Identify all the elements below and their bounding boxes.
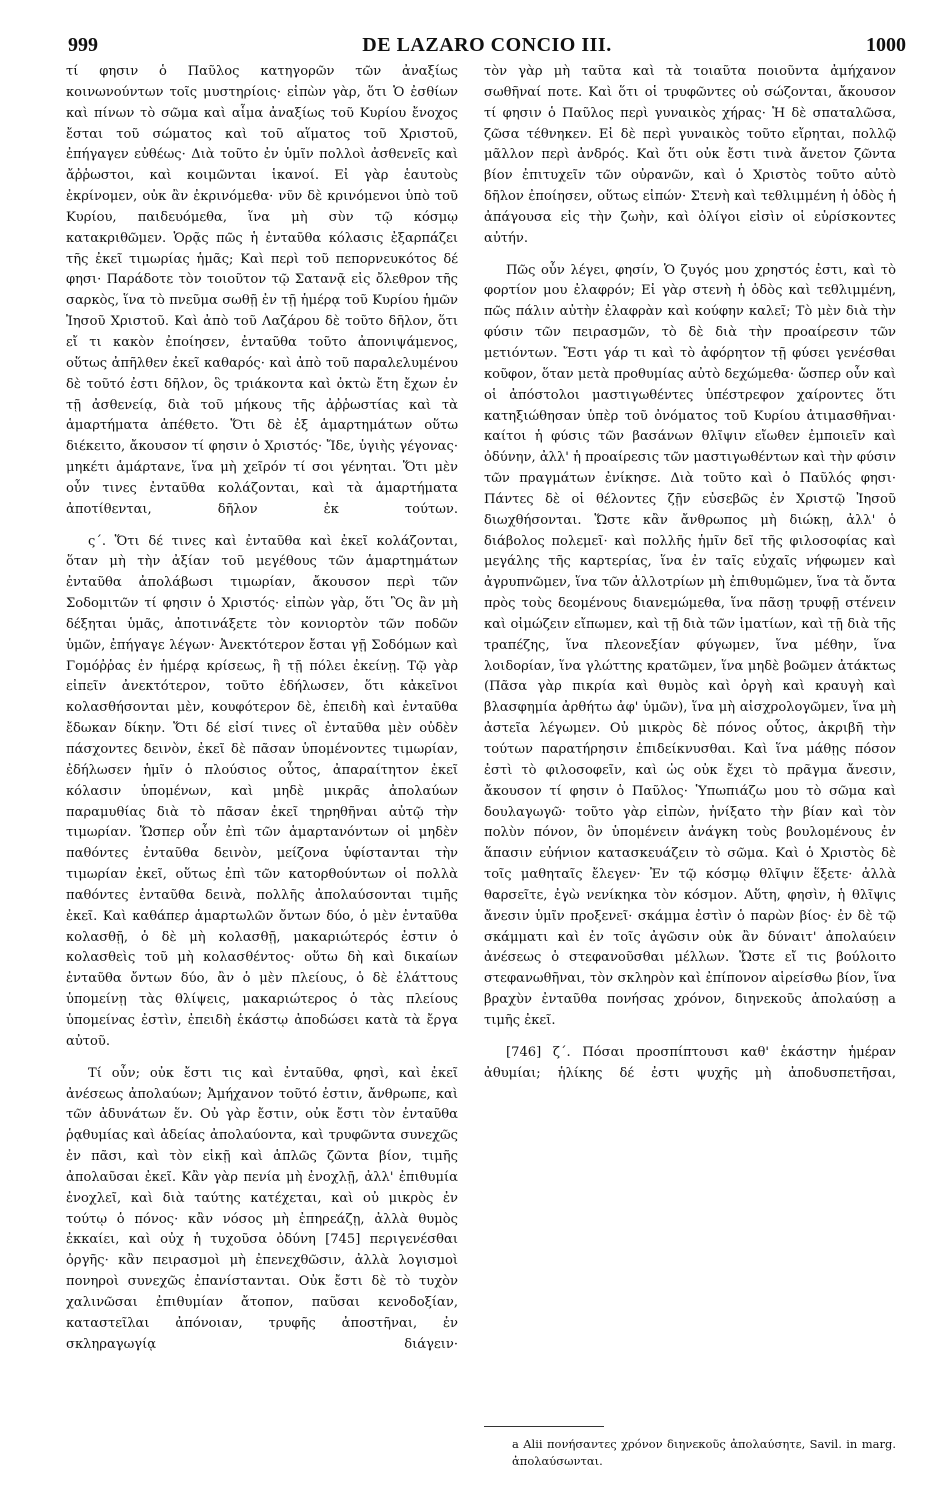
paragraph: τί φησιν ὁ Παῦλος κατηγορῶν τῶν ἀναξίως κοινωνούντων τοῖς μυστηρίοις· εἰπὼν γὰρ, ὅτι Ὁ ἐσθίων καὶ πίνων τὸ σῶμα καὶ αἷμα ἀναξίως τοῦ Κυρίου ἔνοχος ἔσται τοῦ σώματος καὶ τοῦ αἵματος τοῦ Χριστοῦ, ἐπήγαγεν εὐθέως· Διὰ τοῦτο ἐν ὑμῖν πολλοὶ ἀσθενεῖς καὶ ἄῤῥωστοι, καὶ κοιμῶνται ἱκανοί. Εἰ γὰρ ἑαυτοὺς ἐκρίνομεν, οὐκ ἂν ἐκρινόμεθα· νῦν δὲ κρινόμενοι ὑπὸ τοῦ Κυρίου, παιδευόμεθα, ἵνα μὴ σὺν τῷ κόσμῳ κατακριθῶμεν. Ὁρᾷς πῶς ἡ ἐνταῦθα κόλασις ἐξαρπάζει τῆς ἐκεῖ τιμωρίας ἡμᾶς; Καὶ περὶ τοῦ πεπορνευκότος δέ φησι· Παράδοτε τὸν τοιοῦτον τῷ Σατανᾷ εἰς ὄλεθρον τῆς σαρκὸς, ἵνα τὸ πνεῦμα σωθῇ ἐν τῇ ἡμέρᾳ τοῦ Κυρίου ἡμῶν Ἰησοῦ Χριστοῦ. Καὶ ἀπὸ τοῦ Λαζάρου δὲ τοῦτο δῆλον, ὅτι εἴ τι κακὸν ἐποίησεν, ἐνταῦθα τοῦτο ἀπονιψάμενος, οὕτως ἀπῆλθεν ἐκεῖ καθαρός· καὶ ἀπὸ τοῦ παραλελυμένου δὲ τοῦτό ἐστι δῆλον, ὃς τριάκοντα καὶ ὀκτὼ ἔτη ἔχων ἐν τῇ ἀσθενείᾳ, διὰ τοῦ μήκους τῆς ἀῤῥωστίας καὶ τὰ ἁμαρτήματα ἀπέθετο. Ὅτι δὲ ἐξ ἁμαρτημάτων οὕτω διέκειτο, ἄκουσον τί φησιν ὁ Χριστός· Ἴδε, ὑγιὴς γέγονας· μηκέτι ἁμάρτανε, ἵνα μὴ χεῖρόν τί σοι γένηται. Ὅτι μὲν οὖν τινες ἐνταῦθα κολάζονται, καὶ τὰ ἁμαρτήματα ἀποτίθενται, δῆλον ἐκ τούτων. — [66, 64, 458, 517]
paragraph: [746] ζ΄. Πόσαι προσπίπτουσι καθ' ἑκάστην ἡμέραν ἀθυμίαι; ἡλίκης δέ ἐστι ψυχῆς μὴ ἀποδυσπετῆσαι, — [484, 1044, 896, 1081]
page-header — [68, 34, 906, 58]
paragraph: ς΄. Ὅτι δέ τινες καὶ ἐνταῦθα καὶ ἐκεῖ κολάζονται, ὅταν μὴ τὴν ἀξίαν τοῦ μεγέθους τῶν ἁμαρτημάτων ἐνταῦθα ἀπολάβωσι τιμωρίαν, ἄκουσον περὶ τῶν Σοδομιτῶν τί φησιν ὁ Χριστός· εἰπὼν γὰρ, ὅτι Ὃς ἂν μὴ δέξηται ὑμᾶς, ἀποτινάξετε τὸν κονιορτὸν τῶν ποδῶν ὑμῶν, ἐπήγαγε λέγων· Ἀνεκτότερον ἔσται γῇ Σοδόμων καὶ Γομόῤῥας ἐν ἡμέρᾳ κρίσεως, ἢ τῇ πόλει ἐκείνῃ. Τῷ γὰρ εἰπεῖν ἀνεκτότερον, τοῦτο ἐδήλωσεν, ὅτι κἀκεῖνοι κολασθήσονται μὲν, κουφότερον δὲ, ἐπειδὴ καὶ ἐνταῦθα ἔδωκαν δίκην. Ὅτι δέ εἰσί τινες οἳ ἐνταῦθα μὲν οὐδὲν πάσχοντες δεινὸν, ἐκεῖ δὲ πᾶσαν ὑπομένοντες τιμωρίαν, ἐδήλωσεν ἡμῖν ὁ πλούσιος οὗτος, ἀπαραίτητον ἐκεῖ κόλασιν ὑπομένων, καὶ μηδὲ μικρᾶς ἀπολαύων παραμυθίας διὰ τὸ πᾶσαν ἐκεῖ τηρηθῆναι αὐτῷ τὴν τιμωρίαν. Ὥσπερ οὖν ἐπὶ τῶν ἁμαρτανόντων οἱ μηδὲν παθόντες ἐνταῦθα δεινὸν, μείζονα ὑφίστανται τὴν τιμωρίαν ἐκεῖ, οὕτως ἐπὶ τῶν κατορθούντων οἱ πολλὰ παθόντες ἐνταῦθα δεινὰ, πολλῆς ἀπολαύσονται τιμῆς ἐκεῖ. Καὶ καθάπερ ἁμαρτωλῶν ὄντων δύο, ὁ μὲν ἐνταῦθα κολασθῇ, ὁ δὲ μὴ κολασθῇ, μακαριώτερός ἐστιν ὁ κολασθεὶς τοῦ μὴ κολασθέντος· οὕτω δὴ καὶ δικαίων ἐνταῦθα ὄντων δύο, ἂν ὁ μὲν πλείους, ὁ δὲ ἐλάττους ὑπομείνῃ τὰς θλίψεις, μακαριώτερος ὁ τὰς πλείους ὑπομείνας ἐστὶν, ἐπειδὴ ἑκάστῳ ἀποδώσει κατὰ τὰ ἔργα αὐτοῦ. — [66, 533, 458, 1049]
footnote-rule — [484, 1426, 604, 1427]
paragraph: Πῶς οὖν λέγει, φησίν, Ὁ ζυγός μου χρηστός ἐστι, καὶ τὸ φορτίον μου ἐλαφρόν; Εἰ γὰρ στενὴ ἡ ὁδὸς καὶ τεθλιμμένη, πῶς πάλιν αὐτὴν ἐλαφρὰν καὶ κούφην καλεῖ; Τὸ μὲν διὰ τὴν φύσιν τῶν πειρασμῶν, τὸ δὲ διὰ τὴν προαίρεσιν τῶν μετιόντων. Ἔστι γάρ τι καὶ τὸ ἀφόρητον τῇ φύσει γενέσθαι κοῦφον, ὅταν μετὰ προθυμίας αὐτὸ δεχώμεθα· ὥσπερ οὖν καὶ οἱ ἀπόστολοι μαστιγωθέντες ὑπέστρεφον χαίροντες ὅτι κατηξιώθησαν ὑπὲρ τοῦ ὀνόματος τοῦ Κυρίου ἀτιμασθῆναι· καίτοι ἡ φύσις τῶν βασάνων θλῖψιν εἴωθεν ἐμποιεῖν καὶ ὀδύνην, ἀλλ' ἡ προαίρεσις τῶν μαστιγωθέντων καὶ τὴν φύσιν τῶν πραγμάτων ἐνίκησε. Διὰ τοῦτο καὶ ὁ Παῦλός φησι· Πάντες δὲ οἱ θέλοντες ζῇν εὐσεβῶς ἐν Χριστῷ Ἰησοῦ διωχθήσονται. Ὥστε κἂν ἄνθρωπος μὴ διώκῃ, ἀλλ' ὁ διάβολος πολεμεῖ· καὶ πολλῆς ἡμῖν δεῖ τῆς φιλοσοφίας καὶ μεγάλης τῆς καρτερίας, ἵνα ἐν ταῖς εὐχαῖς νήφωμεν καὶ ἀγρυπνῶμεν, ἵνα τῶν ἀλλοτρίων μὴ ἐπιθυμῶμεν, ἵνα τὰ ὄντα πρὸς τοὺς δεομένους διανεμώμεθα, ἵνα πᾶσῃ τρυφῇ στένειν καὶ οἰμώζειν εἴπωμεν, καὶ τῇ διὰ τῶν ἱματίων, καὶ τῇ διὰ τῆς τραπέζης, ἵνα πλεονεξίαν φύγωμεν, ἵνα μέθην, ἵνα λοιδορίαν, ἵνα γλώττης κρατῶμεν, ἵνα μηδὲ βοῶμεν ἀτάκτως (Πᾶσα γὰρ πικρία καὶ θυμὸς καὶ ὀργὴ καὶ κραυγὴ καὶ βλασφημία ἀρθήτω ἀφ' ὑμῶν), ἵνα μὴ αἰσχρολογῶμεν, ἵνα μὴ ἀστεῖα λέγωμεν. Οὐ μικρὸς δὲ πόνος οὗτος, ἀκριβῆ τὴν τούτων παρατήρησιν ἐπιδείκνυσθαι. Καὶ ἵνα μάθῃς πόσον ἐστὶ τὸ φιλοσοφεῖν, καὶ ὡς οὐκ ἔχει τὸ πρᾶγμα ἄνεσιν, ἄκουσον τί φησιν ὁ Παῦλος· Ὑπωπιάζω μου τὸ σῶμα καὶ δουλαγωγῶ· τοῦτο γὰρ εἰπὼν, ἠνίξατο τὴν βίαν καὶ τὸν πολὺν πόνον, ὃν ὑπομένειν ἀνάγκη τοὺς βουλομένους ἐν ἅπασιν εὐήνιον κατασκευάζειν τὸ σῶμα. Καὶ ὁ Χριστὸς δὲ τοῖς μαθηταῖς ἔλεγεν· Ἐν τῷ κόσμῳ θλῖψιν ἕξετε· ἀλλὰ θαρσεῖτε, ἐγὼ νενίκηκα τὸν κόσμον. Αὕτη, φησὶν, ἡ θλῖψις ἄνεσιν ὑμῖν προξενεῖ· σκάμμα ἐστὶν ὁ παρὼν βίος· ἐν δὲ τῷ σκάμματι καὶ ἐν τοῖς ἀγῶσιν οὐκ ἂν δύναιτ' ἀπολαύειν ἀνέσεως ὁ στεφανοῦσθαι μέλλων. Ὥστε εἴ τις βούλοιτο στεφανωθῆναι, τὸν σκληρὸν καὶ ἐπίπονον αἱρείσθω βίον, ἵνα βραχὺν ἐνταῦθα πονήσας χρόνον, διηνεκοῦς ἀπολαύσῃ a τιμῆς ἐκεῖ. — [484, 262, 896, 1028]
paragraph: Τί οὖν; οὐκ ἔστι τις καὶ ἐνταῦθα, φησὶ, καὶ ἐκεῖ ἀνέσεως ἀπολαύων; Ἀμήχανον τοῦτό ἐστιν, ἄνθρωπε, καὶ τῶν ἀδυνάτων ἕν. Οὐ γὰρ ἔστιν, οὐκ ἔστι τὸν ἐνταῦθα ῥᾳθυμίας καὶ ἀδείας ἀπολαύοντα, καὶ τρυφῶντα συνεχῶς ἐν πᾶσι, καὶ τὸν εἰκῇ καὶ ἁπλῶς ζῶντα βίον, τιμῆς ἀπολαῦσαι ἐκεῖ. Κἂν γὰρ πενία μὴ ἐνοχλῇ, ἀλλ' ἐπιθυμία ἐνοχλεῖ, καὶ διὰ ταύτης κατέχεται, καὶ οὐ μικρὸς ἐν τούτῳ ὁ πόνος· κἂν νόσος μὴ ἐπηρεάζῃ, ἀλλὰ θυμὸς ἐκκαίει, καὶ οὐχ ἡ τυχοῦσα ὀδύνη [745] περιγενέσθαι ὀργῆς· κἂν πειρασμοὶ μὴ ἐπενεχθῶσιν, ἀλλὰ λογισμοὶ πονηροὶ συνεχῶς ἐπανίστανται. Οὐκ ἔστι δὲ τὸ τυχὸν χαλινῶσαι ἐπιθυμίαν ἄτοπον, παῦσαι κενοδοξίαν, καταστεῖλαι ἀπόνοιαν, τρυφῆς ἀποστῆναι, ἐν σκληραγωγίᾳ διάγειν· — [66, 1065, 458, 1352]
paragraph: τὸν γὰρ μὴ ταῦτα καὶ τὰ τοιαῦτα ποιοῦντα ἀμήχανον σωθῆναί ποτε. Καὶ ὅτι οἱ τρυφῶντες οὐ σώζονται, ἄκουσον τί φησιν ὁ Παῦλος περὶ γυναικὸς χήρας· Ἡ δὲ σπαταλῶσα, ζῶσα τέθνηκεν. Εἰ δὲ περὶ γυναικὸς τοῦτο εἴρηται, πολλῷ μᾶλλον περὶ ἀνδρός. Καὶ ὅτι οὐκ ἔστι τινὰ ἄνετον ζῶντα βίον ἐπιτυχεῖν τῶν οὐρανῶν, καὶ ὁ Χριστὸς τοῦτο αὐτὸ δῆλον ἐποίησεν, οὕτως εἰπών· Στενὴ καὶ τεθλιμμένη ἡ ὁδὸς ἡ ἀπάγουσα εἰς τὴν ζωὴν, καὶ ὀλίγοι εἰσὶν οἱ εὑρίσκοντες αὐτήν. — [484, 64, 896, 246]
left-column — [66, 62, 458, 1355]
page-number-left: 999 — [68, 34, 98, 56]
footnote: a Alii πονήσαντες χρόνον διηνεκοῦς ἀπολαύσητε, Savil. in marg. ἀπολαύσωνται. — [512, 1437, 896, 1468]
page-number-right: 1000 — [866, 34, 906, 56]
right-column — [484, 62, 896, 1085]
running-title: DE LAZARO CONCIO III. — [362, 34, 612, 56]
